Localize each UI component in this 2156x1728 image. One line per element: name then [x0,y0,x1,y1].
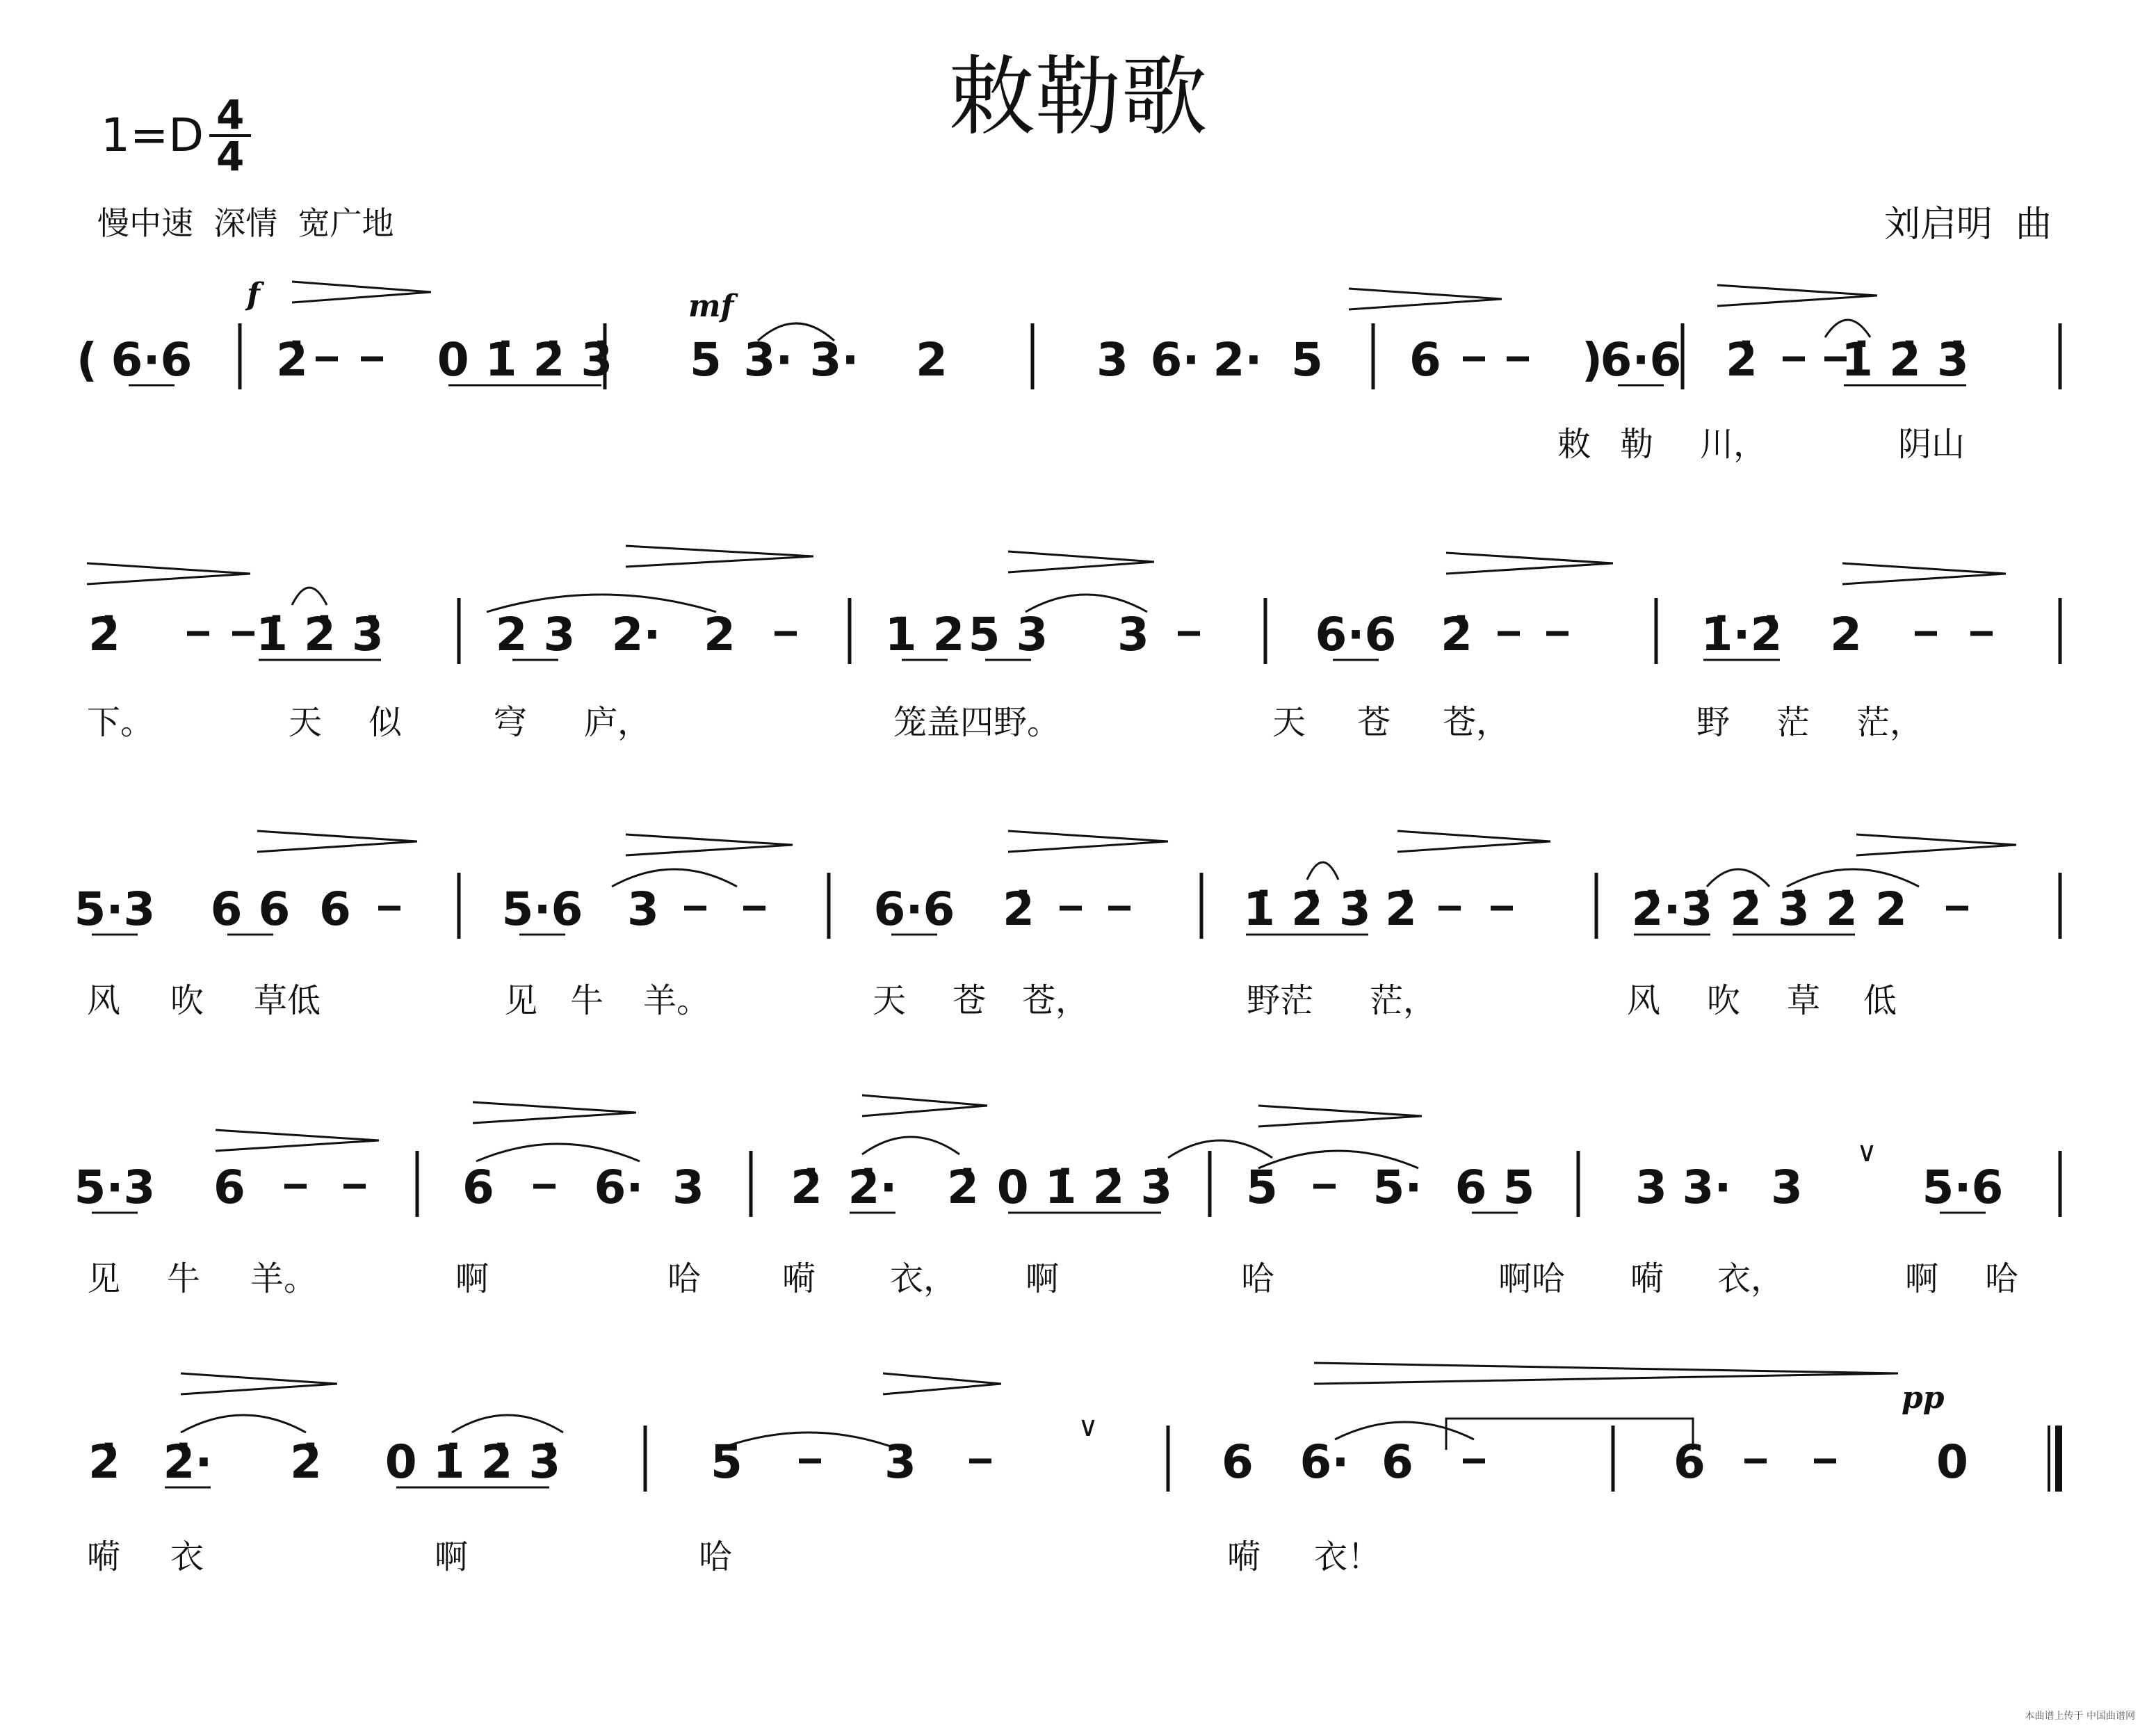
decrescendo-hairpin [1717,285,1877,306]
note: 2̇ [88,1435,120,1489]
decrescendo-hairpin [473,1102,636,1123]
slur [292,588,327,605]
lyric-syllable: 哈 [699,1537,733,1576]
note: 6· [1299,1435,1349,1489]
lyric-syllable: 啊哈 [1498,1259,1566,1298]
lyric-syllable: 苍 [1357,703,1391,742]
lyric-syllable: 哈 [1241,1259,1275,1298]
lyric-syllable: 嗬 [1227,1537,1261,1576]
lyric-syllable: 嗬 [1630,1259,1664,1298]
lyric-syllable: 风 [87,981,121,1020]
note: 2· [1213,333,1263,387]
note: 0 1̇ 2̇ 3̇ [437,333,613,387]
note: 2̇ [276,333,308,387]
note: 6 [319,882,351,936]
lyric-syllable: 阴山 [1898,425,1965,464]
note: 3 [884,1435,916,1489]
note: 0 1̇ 2̇ 3̇ [384,1435,561,1489]
note: 2̇ [1003,882,1035,936]
lyric-syllable: 野 [1696,703,1731,742]
footer-watermark: 本曲谱上传于 中国曲谱网 [2025,1711,2135,1722]
note: 6 5 [1454,1161,1535,1214]
lyric-syllable: 衣 [170,1537,204,1576]
lyric-syllable: 嗬 [87,1537,121,1576]
decrescendo-hairpin [1397,831,1550,852]
note: 2· [611,608,661,661]
lyric-syllable: 哈 [667,1259,702,1298]
decrescendo-hairpin [1314,1363,1898,1384]
note: 3 [1096,333,1128,387]
decrescendo-hairpin [1258,1106,1422,1127]
decrescendo-hairpin [181,1373,337,1394]
note: 3· [1682,1161,1732,1214]
note: 5 [1246,1161,1278,1214]
lyric-syllable: 穹 [494,703,528,742]
note: 6 [1673,1435,1705,1489]
note: 5·3 [74,1161,156,1214]
note: 6 [213,1161,245,1214]
lyric-syllable: 风 [1627,981,1661,1020]
note: 3 [1771,1161,1803,1214]
lyric-syllable: 天 [1272,703,1306,742]
composer-credit: 刘启明 曲 [1883,204,2052,245]
note: 2̇· [848,1161,898,1214]
lyric-syllable: 庐， [584,703,651,742]
note: 2̇ [947,1161,979,1214]
note: 1̇ 2̇ 3̇ [256,608,384,661]
lyric-syllable: 吹 [170,981,204,1020]
lyric-syllable: 茫， [1856,703,1924,742]
note: 0 [1936,1435,1968,1489]
lyric-syllable: 勒 [1620,425,1654,464]
decrescendo-hairpin [1008,551,1154,572]
lyric-syllable: 羊。 [250,1259,318,1298]
note: 5· [1372,1161,1423,1214]
decrescendo-hairpin [862,1095,987,1116]
note: 6·6 [873,882,955,936]
parenthesis: ) [1581,333,1603,387]
decrescendo-hairpin [87,563,250,584]
lyric-syllable: 敕 [1557,425,1591,464]
note: 3 [627,882,659,936]
lyric-syllable: 羊。 [643,981,711,1020]
lyric-syllable: 下。 [87,703,154,742]
slur [862,1137,959,1154]
note: 5·3 [74,882,156,936]
lyric-syllable: 苍 [953,981,987,1020]
lyric-syllable: 牛 [570,981,604,1020]
lyric-syllable: 野茫 [1247,981,1314,1020]
lyric-syllable: 天 [289,703,323,742]
decrescendo-hairpin [292,282,431,302]
lyric-syllable: 吹 [1707,981,1741,1020]
lyric-syllable: 茫 [1776,703,1810,742]
lyric-syllable: 苍， [1022,981,1089,1020]
breath-mark: ∨ [1078,1411,1099,1443]
time-numerator: 4 [216,91,245,138]
lyric-syllable: 见 [87,1259,121,1298]
decrescendo-hairpin [626,834,793,855]
decrescendo-hairpin [1349,289,1502,309]
note: 5 [690,333,722,387]
tie-bracket [1446,1419,1693,1450]
lyric-syllable: 似 [368,703,403,742]
dynamic-mark: mf [688,289,734,324]
note: 2̇ [1441,608,1473,661]
note: 6 [462,1161,494,1214]
note: 1̇ 2̇ 3̇ [1243,882,1371,936]
decrescendo-hairpin [883,1373,1001,1394]
note: 6·6 [1315,608,1397,661]
note: 6·6 [111,333,193,387]
lyric-syllable: 草低 [254,981,321,1020]
lyric-syllable: 川， [1700,425,1767,464]
decrescendo-hairpin [1842,563,2006,584]
note: 6· [1150,333,1200,387]
breath-mark: ∨ [1856,1136,1877,1168]
slur [452,1415,563,1432]
note: 2 [1875,882,1907,936]
song-title: 敕勒歌 [948,47,1208,147]
note: 3 [672,1161,704,1214]
key-label: 1=D [101,108,204,162]
note: 2 [916,333,948,387]
lyric-syllable: 哈 [1985,1259,2019,1298]
decrescendo-hairpin [626,546,813,567]
slur [1307,862,1338,880]
note: 3· [743,333,793,387]
decrescendo-hairpin [1008,831,1168,852]
lyric-syllable: 苍， [1443,703,1510,742]
note: 1̇ 2̇ 3̇ [1841,333,1969,387]
decrescendo-hairpin [1856,834,2016,855]
lyric-syllable: 啊 [1905,1259,1939,1298]
lyric-syllable: 嗬 [782,1259,816,1298]
note: 5·6 [1922,1161,2004,1214]
note: 5 3 [968,608,1048,661]
note: 3· [809,333,859,387]
dynamic-mark: f [247,277,260,312]
decrescendo-hairpin [257,831,417,852]
note: 2 [1830,608,1862,661]
time-denominator: 4 [216,133,245,180]
note: 2̇ [88,608,120,661]
lyric-syllable: 茫， [1370,981,1437,1020]
lyric-syllable: 草 [1787,981,1821,1020]
decrescendo-hairpin [1446,553,1613,574]
note: 2̇ [791,1161,822,1214]
note: 6 [1381,1435,1413,1489]
note: 5·6 [501,882,583,936]
note: 2̇ [1385,882,1417,936]
tempo-marking: 慢中速 深情 宽广地 [97,204,394,242]
slur [1168,1140,1272,1158]
note: 1̇·2̇ [1701,608,1783,661]
note: 2̇ [290,1435,322,1489]
note: 6 [1409,333,1441,387]
note: 5 [1291,333,1323,387]
lyric-syllable: 天 [873,981,907,1020]
note: 2̇ [1726,333,1758,387]
lyric-syllable: 笼盖四野。 [893,703,1061,742]
note: 0 1̇ 2̇ 3̇ [996,1161,1173,1214]
note: 6·6 [1600,333,1682,387]
lyric-syllable: 衣， [890,1259,957,1298]
note: 1 2 [884,608,965,661]
note: 6 [1222,1435,1254,1489]
lyric-syllable: 啊 [455,1259,489,1298]
parenthesis: ( [76,333,98,387]
decrescendo-hairpin [216,1130,379,1151]
note: 3 [1635,1161,1667,1214]
lyric-syllable: 衣！ [1314,1537,1381,1576]
note: 6· [594,1161,644,1214]
slur [476,1144,640,1161]
slur [181,1415,306,1432]
note: 6 6 [210,882,291,936]
slur [716,1432,900,1450]
lyric-syllable: 啊 [1026,1259,1060,1298]
lyric-syllable: 啊 [435,1537,469,1576]
note: 2̇·3̇ [1631,882,1713,936]
note: 3 [1117,608,1149,661]
note: 2 3 [495,608,576,661]
lyric-syllable: 见 [504,981,538,1020]
note: 2̇· [163,1435,213,1489]
lyric-syllable: 牛 [167,1259,201,1298]
note: 5 [711,1435,743,1489]
note: 2 [704,608,736,661]
dynamic-mark: pp [1902,1380,1945,1416]
lyric-syllable: 衣， [1717,1259,1785,1298]
lyric-syllable: 低 [1863,981,1897,1020]
note: 2̇ 3̇ 2̇ [1730,882,1858,936]
